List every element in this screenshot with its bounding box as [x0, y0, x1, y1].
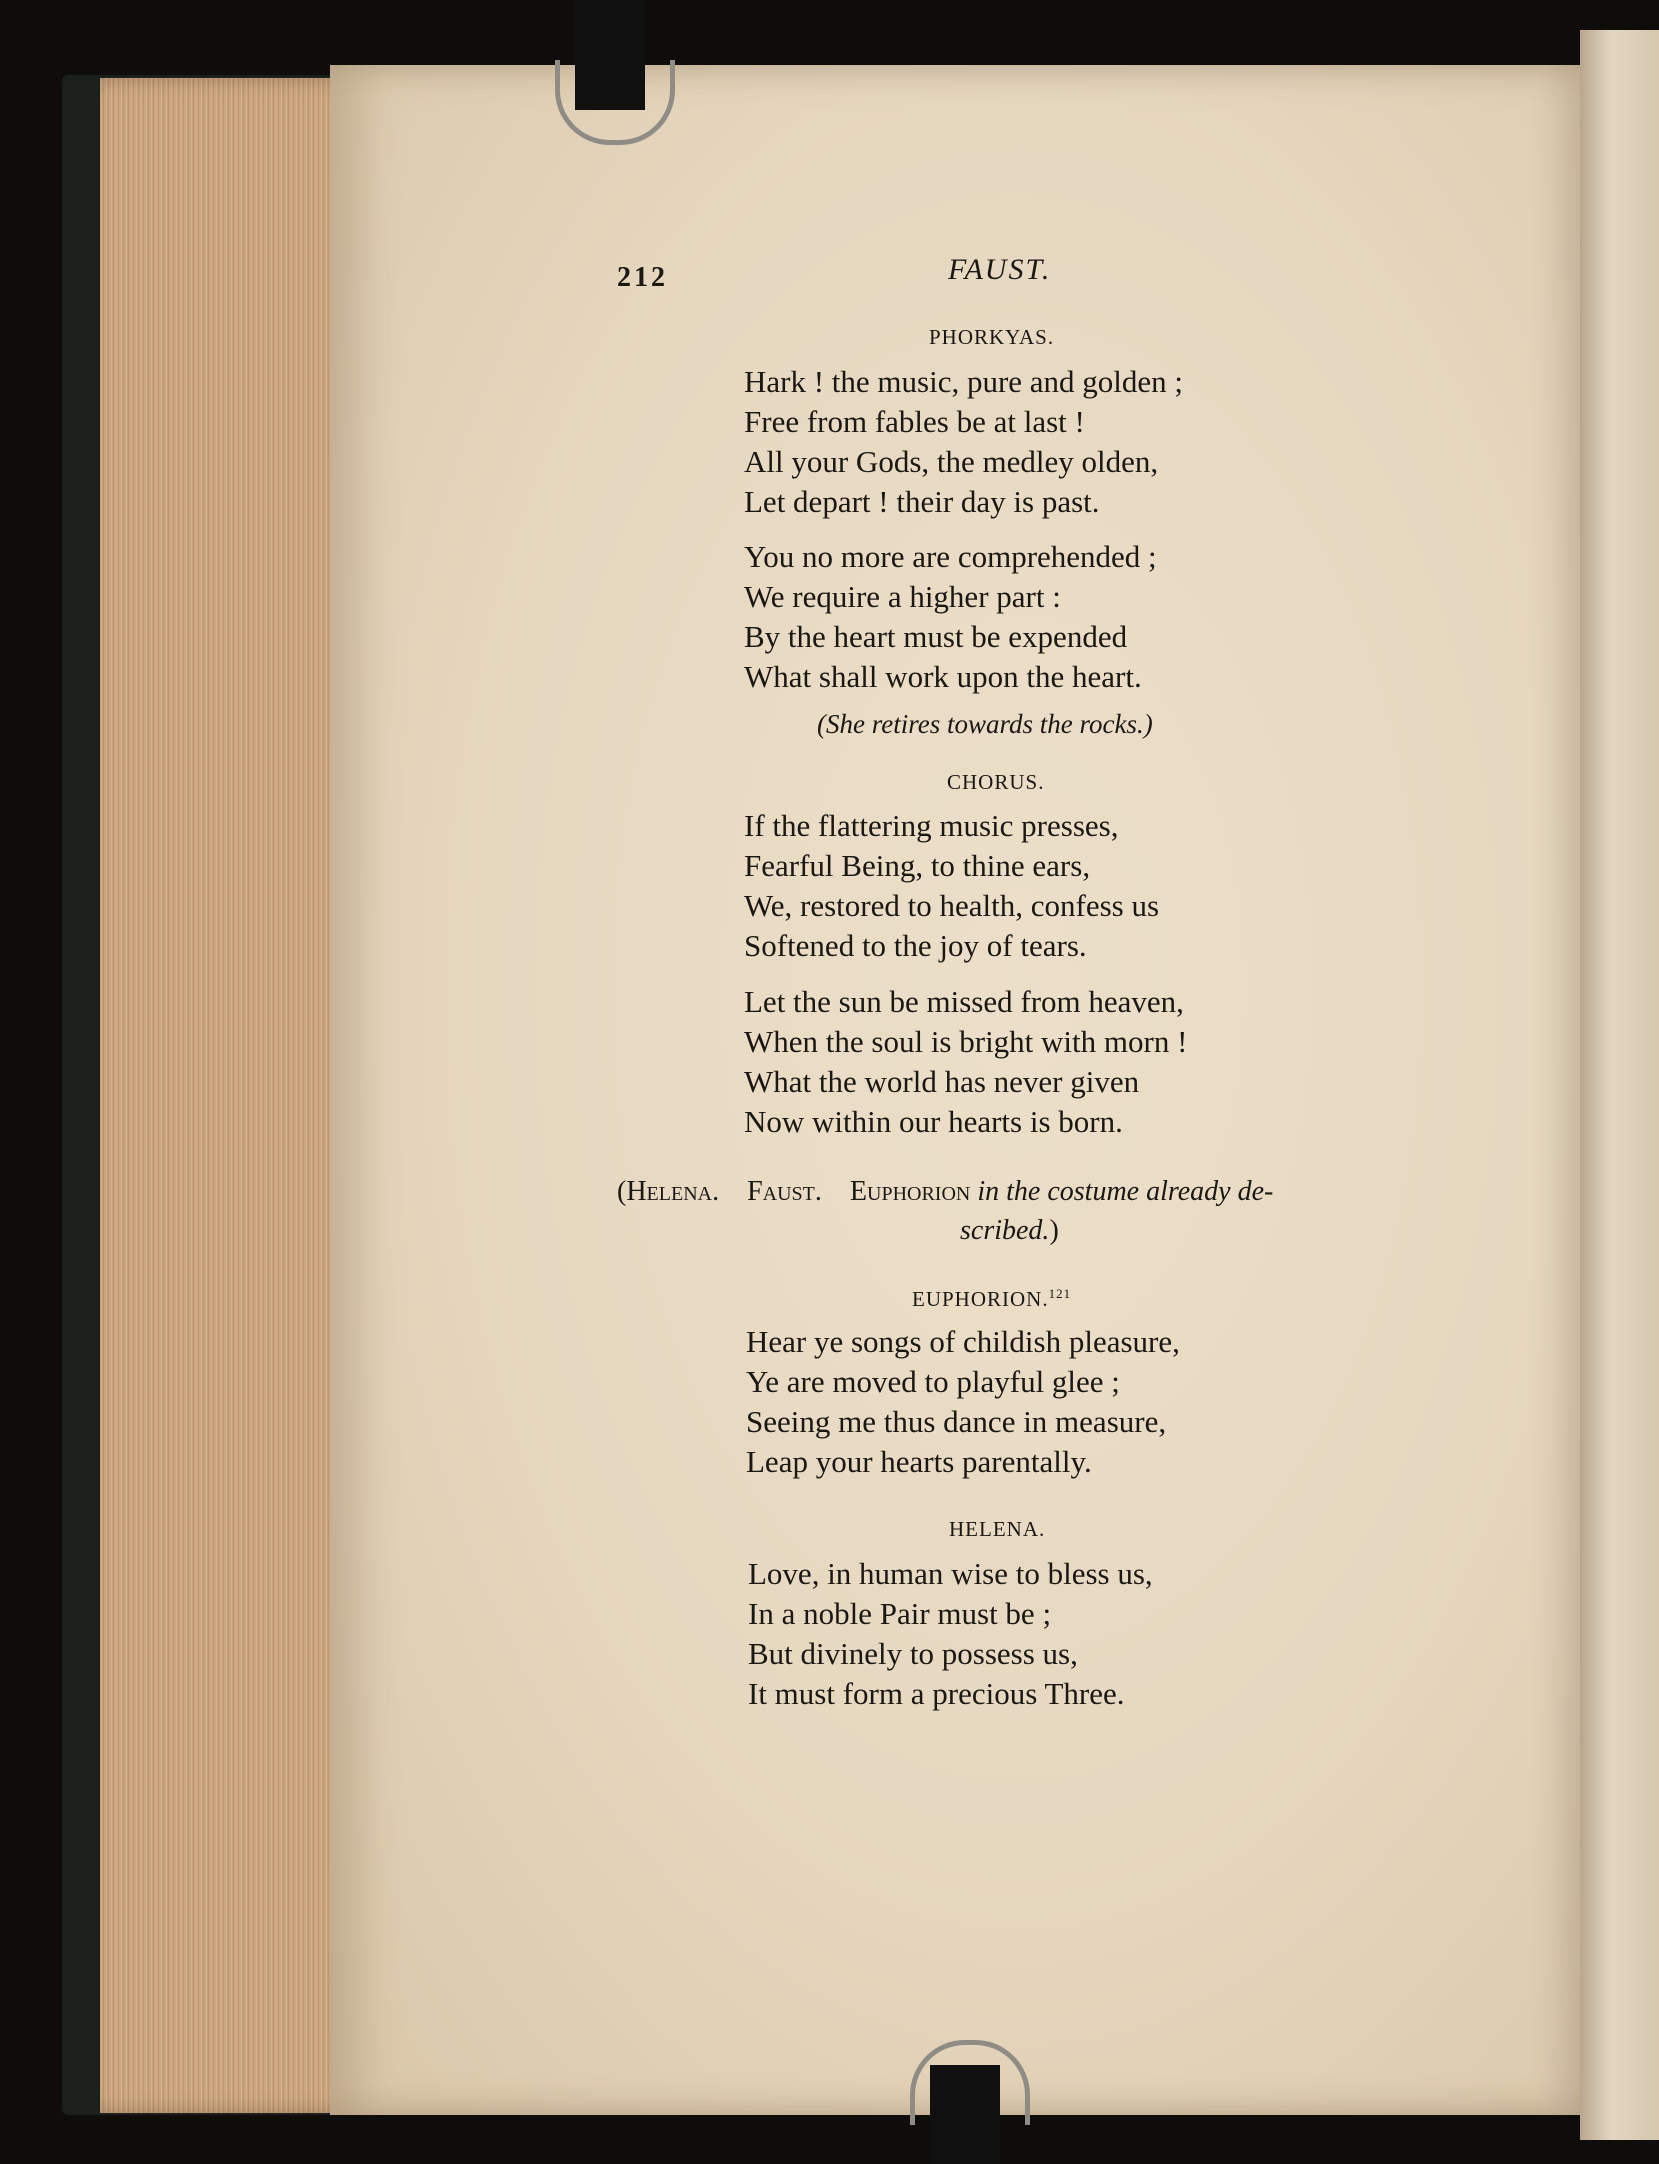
verse-line: Leap your hearts parentally.	[746, 1444, 1092, 1479]
verse-line: Love, in human wise to bless us,	[748, 1556, 1153, 1591]
speaker-chorus: CHORUS.	[947, 770, 1045, 794]
euphorion-name: Euphorion	[849, 1176, 971, 1207]
verse-line: Seeing me thus dance in measure,	[746, 1404, 1167, 1439]
speaker-euphorion-label: EUPHORION.	[912, 1287, 1049, 1311]
verse-line: You no more are comprehended ;	[744, 539, 1157, 574]
verse-line: We require a higher part :	[744, 579, 1061, 614]
speaker-euphorion	[912, 1286, 1071, 1312]
verse-line: By the heart must be expended	[744, 619, 1128, 654]
verse-line: What shall work upon the heart.	[744, 659, 1142, 694]
verse-line: Let the sun be missed from heaven,	[744, 984, 1184, 1019]
verse-line: In a noble Pair must be ;	[748, 1596, 1052, 1631]
verse-line: Hear ye songs of childish pleasure,	[746, 1324, 1180, 1359]
stage-direction: (She retires towards the rocks.)	[817, 709, 1153, 739]
verse-line: We, restored to health, confess us	[744, 888, 1160, 923]
paren-open: (	[617, 1176, 627, 1207]
verse-line: Fearful Being, to thine ears,	[744, 848, 1091, 883]
running-head: FAUST.	[948, 253, 1052, 286]
described-text: scribed.	[960, 1215, 1050, 1246]
verse-line: Now within our hearts is born.	[744, 1104, 1123, 1139]
verse-line: Free from fables be at last !	[744, 404, 1085, 439]
verse-line: Hark ! the music, pure and golden ;	[744, 364, 1184, 399]
verse-line: Ye are moved to playful glee ;	[746, 1364, 1120, 1399]
verse-line: Softened to the joy of tears.	[744, 928, 1087, 963]
verse-line: Let depart ! their day is past.	[744, 484, 1100, 519]
faust-name: Faust.	[747, 1176, 822, 1207]
costume-text: in the costume already de-	[977, 1176, 1274, 1207]
page-number: 212	[617, 262, 668, 293]
page-edges	[100, 78, 360, 2113]
verse-line: When the soul is bright with morn !	[744, 1024, 1188, 1059]
facing-page-edge	[1580, 30, 1659, 2140]
paren-close: )	[1049, 1215, 1059, 1246]
verse-line: If the flattering music presses,	[744, 808, 1119, 843]
speaker-phorkyas: PHORKYAS.	[929, 325, 1055, 349]
verse-line: What the world has never given	[744, 1064, 1140, 1099]
footnote-ref: 121	[1048, 1286, 1072, 1301]
verse-line: All your Gods, the medley olden,	[744, 444, 1159, 479]
helena-name: Helena.	[626, 1176, 720, 1207]
speaker-helena: HELENA.	[949, 1517, 1046, 1541]
verse-line: It must form a precious Three.	[748, 1676, 1125, 1711]
verse-line: But divinely to possess us,	[748, 1636, 1078, 1671]
entrance-direction	[617, 1176, 1273, 1208]
entrance-direction-cont	[960, 1215, 1059, 1247]
